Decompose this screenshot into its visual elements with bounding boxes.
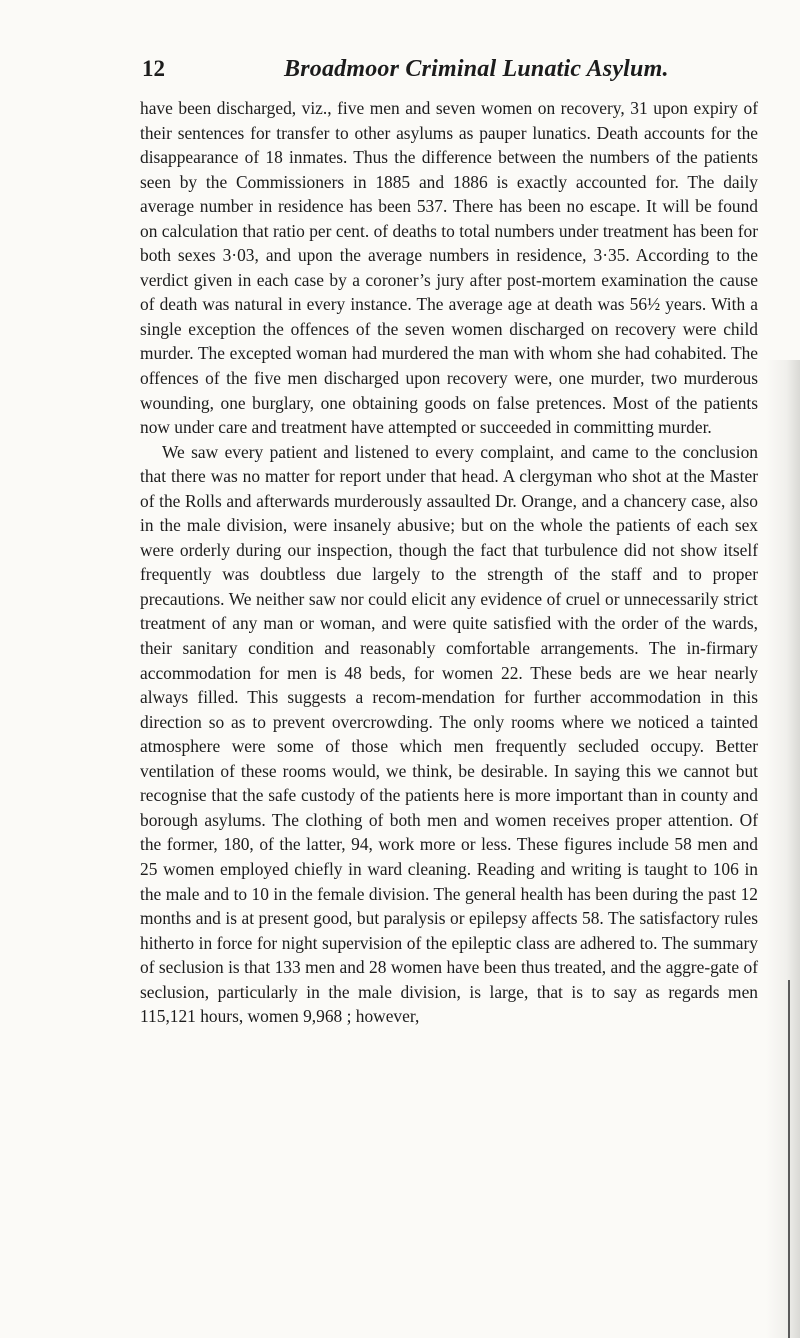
running-title: Broadmoor Criminal Lunatic Asylum. xyxy=(284,56,669,82)
page-number: 12 xyxy=(142,56,165,81)
body-text xyxy=(140,96,758,1029)
page-binding-edge xyxy=(766,360,800,1338)
paragraph-1: have been discharged, viz., five men and seven women on recovery, 31 upon expiry of their sentences for transfer to other asylums as pauper lunatics. Death accounts for the disappearance of 18 inmates. Thus the difference between the numbers of the patients seen by the Commissioners in 1885 and 1886 is exactly accounted for. The daily average number in residence has been 537. There has been no escape. It will be found on calculation that ratio per cent. of deaths to total numbers under treatment has been for both sexes 3·03, and upon the average numbers in residence, 3·35. According to the verdict given in each case by a coroner’s jury after post-mortem examination the cause of death was natural in every instance. The average age at death was 56½ years. With a single exception the offences of the seven women discharged on recovery were child murder. The excepted woman had murdered the man with whom she had cohabited. The offences of the five men discharged upon recovery were, one murder, two murderous wounding, one burglary, one obtaining goods on false pretences. Most of the patients now under care and treatment have attempted or succeeded in committing murder. xyxy=(140,98,758,438)
page-header xyxy=(142,56,702,92)
page-edge-shadow xyxy=(788,980,790,1338)
paragraph-2: We saw every patient and listened to every complaint, and came to the conclusion that there was no matter for report under that head. A clergyman who shot at the Master of the Rolls and afterwards murderously assaulted Dr. Orange, and a chancery case, also in the male division, were insanely abusive; but on the whole the patients of each sex were orderly during our inspection, though the fact that turbulence did not show itself frequently was doubtless due largely to the strength of the staff and to proper precautions. We neither saw nor could elicit any evidence of cruel or unnecessarily strict treatment of any man or woman, and were quite satisfied with the order of the wards, their sanitary condition and reasonably comfortable arrangements. The in-firmary accommodation for men is 48 beds, for women 22. These beds are we hear nearly always filled. This suggests a recom-mendation for further accommodation in this direction so as to prevent overcrowding. The only rooms where we noticed a tainted atmosphere were some of those which men frequently secluded occupy. Better ventilation of these rooms would, we think, be desirable. In saying this we cannot but recognise that the safe custody of the patients here is more important than in county and borough asylums. The clothing of both men and women receives proper attention. Of the former, 180, of the latter, 94, work more or less. These figures include 58 men and 25 women employed chiefly in ward cleaning. Reading and writing is taught to 106 in the male and to 10 in the female division. The general health has been during the past 12 months and is at present good, but paralysis or epilepsy affects 58. The satisfactory rules hitherto in force for night supervision of the epileptic class are adhered to. The summary of seclusion is that 133 men and 28 women have been thus treated, and the aggre-gate of seclusion, particularly in the male division, is large, that is to say as regards men 115,121 hours, women 9,968 ; however, xyxy=(140,441,758,1027)
